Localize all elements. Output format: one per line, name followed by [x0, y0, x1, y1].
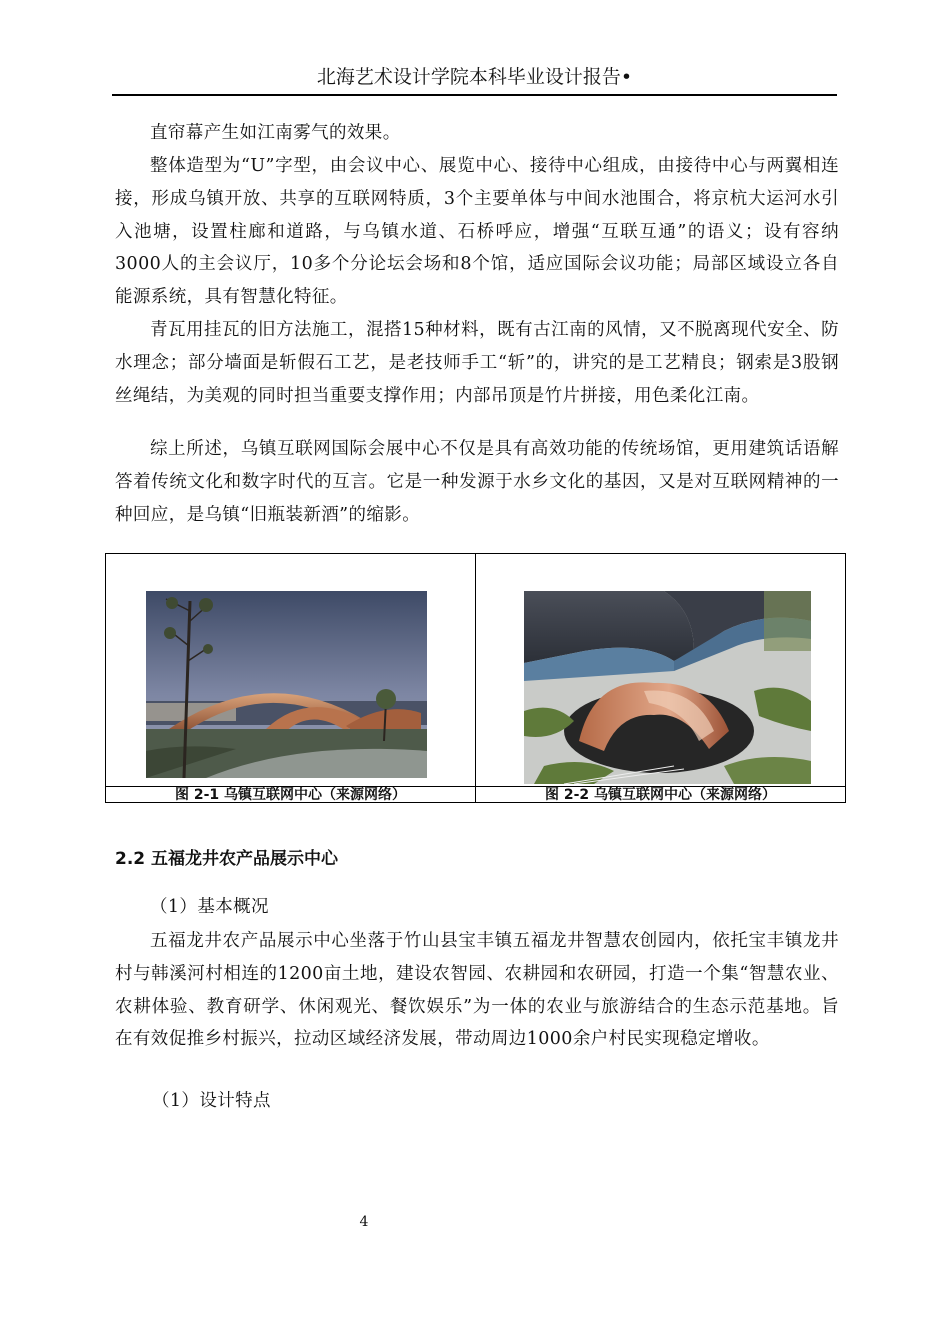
paragraph-3: 青瓦用挂瓦的旧方法施工，混搭15种材料，既有古江南的风情，又不脱离现代安全、防水理念；部分墙面是斩假石工艺，是老技师手工“斩”的，讲究的是工艺精良；钢索是3股钢丝绳结，为美观的同时担当重要支撑作用；内部吊顶是竹片拼接，用色柔化江南。: [115, 320, 839, 406]
photo-wuzhen-aerial: [524, 591, 811, 784]
photo-wuzhen-night: [146, 591, 427, 778]
figure-caption-1-text: 图 2-1 乌镇互联网中心（来源网络）: [174, 787, 407, 803]
figure-cell-1: [106, 554, 476, 802]
section-heading: 2.2 五福龙井农产品展示中心: [115, 849, 339, 869]
figure-caption-2-text: 图 2-2 乌镇互联网中心（来源网络）: [544, 787, 777, 803]
running-header: [112, 62, 837, 96]
paragraph-4: 综上所述，乌镇互联网国际会展中心不仅是具有高效功能的传统场馆，更用建筑话语解答着传统文化和数字时代的互言。它是一种发源于水乡文化的基因，又是对互联网精神的一种回应，是乌镇“旧瓶装新酒”的缩影。: [115, 439, 839, 525]
figure-caption-1: [106, 786, 475, 803]
page-number: 4: [359, 1214, 369, 1230]
paragraph-1: 直帘幕产生如江南雾气的效果。: [150, 123, 401, 143]
section-body: 五福龙井农产品展示中心坐落于竹山县宝丰镇五福龙井智慧农创园内，依托宝丰镇龙井村与韩溪河村相连的1200亩土地，建设农智园、农耕园和农研园，打造一个集“智慧农业、农耕体验、教育研学、休闲观光、餐饮娱乐”为一体的农业与旅游结合的生态示范基地。旨在有效促推乡村振兴，拉动区域经济发展，带动周边1000余户村民实现稳定增收。: [115, 931, 839, 1050]
paragraph-2: 整体造型为“U”字型，由会议中心、展览中心、接待中心组成，由接待中心与两翼相连接，形成乌镇开放、共享的互联网特质，3个主要单体与中间水池围合，将京杭大运河水引入池塘，设置柱廊和道路，与乌镇水道、石桥呼应，增强“互联互通”的语义；设有容纳3000人的主会议厅，10多个分论坛会场和8个馆，适应国际会议功能；局部区域设立各自能源系统，具有智慧化特征。: [115, 156, 839, 308]
subsection-overview: （1）基本概况: [150, 897, 269, 917]
figure-caption-2: [476, 786, 845, 803]
photo-wuzhen-night-graphic: [146, 591, 427, 778]
figure-table: [105, 553, 846, 803]
header-title: 北海艺术设计学院本科毕业设计报告•: [316, 66, 633, 88]
photo-wuzhen-aerial-graphic: [524, 591, 811, 784]
figure-cell-2: [476, 554, 845, 802]
subsection-design-features: （1）设计特点: [152, 1091, 271, 1111]
